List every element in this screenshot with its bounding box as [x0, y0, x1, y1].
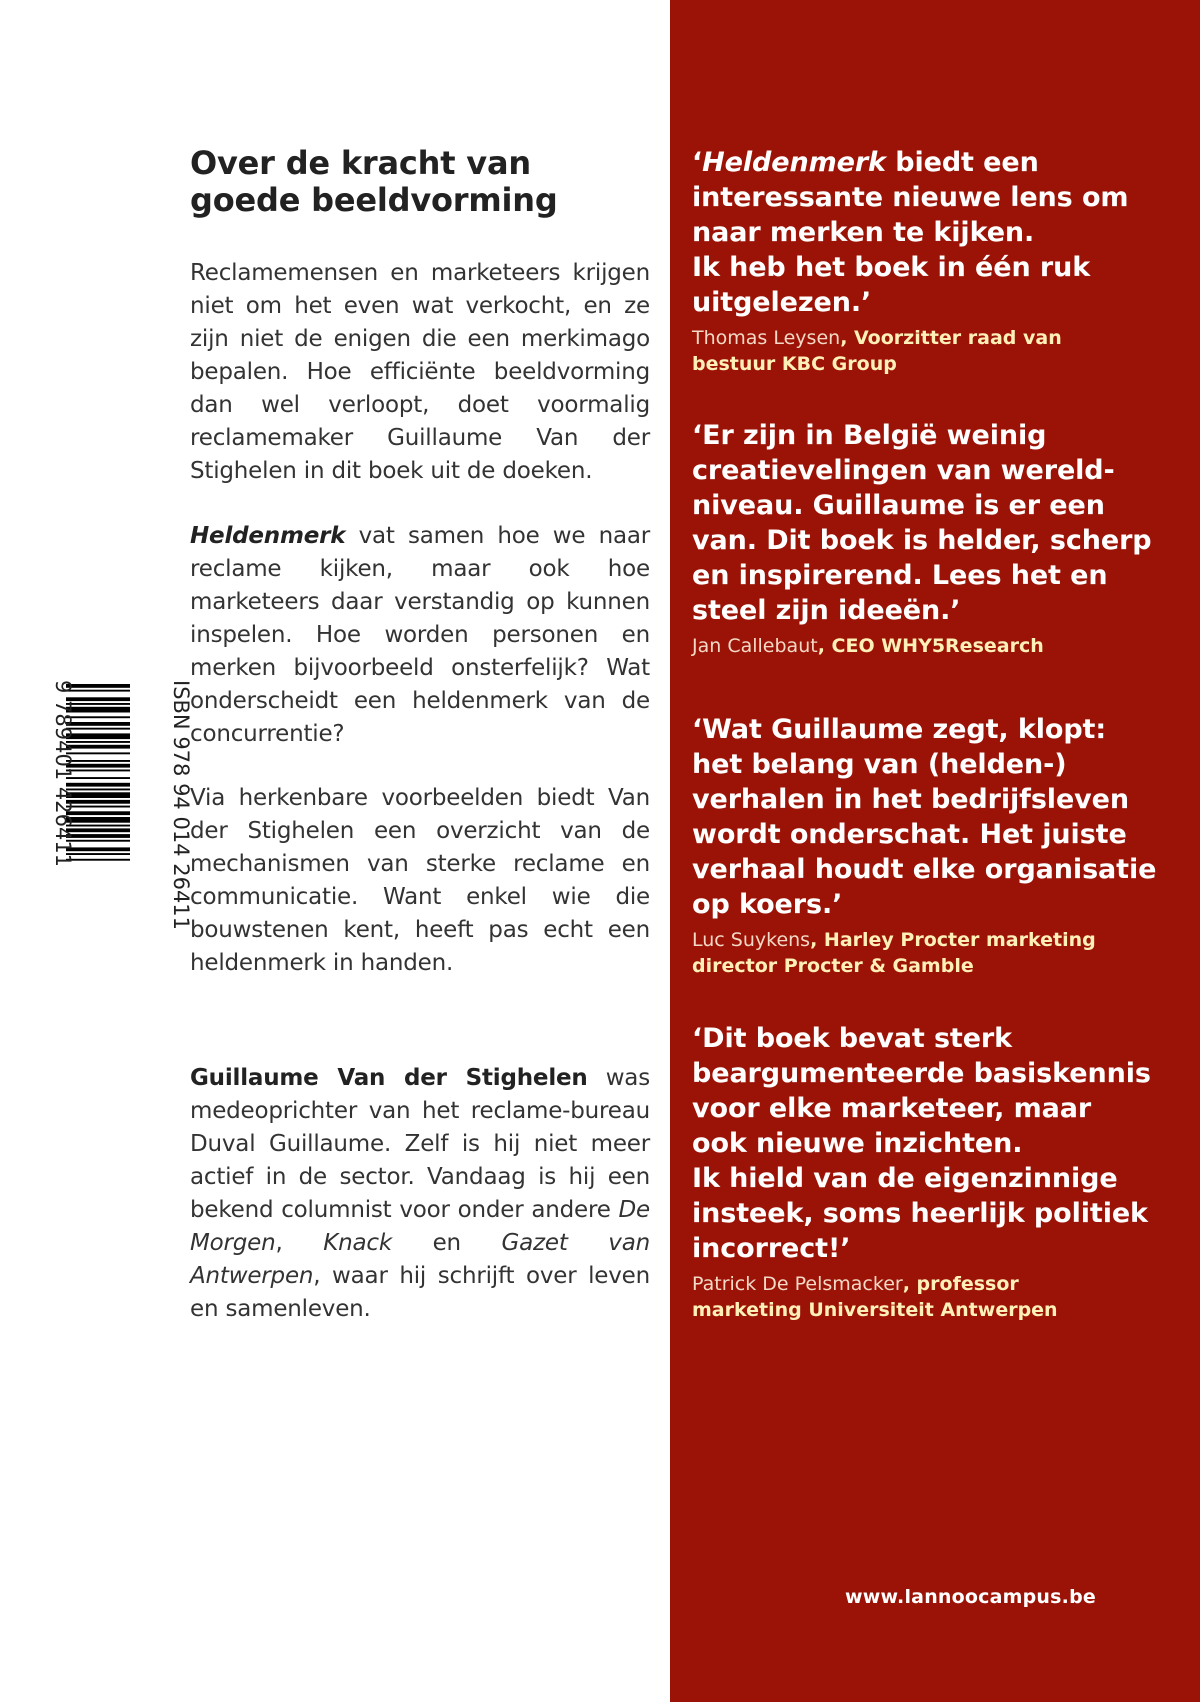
cover-title: [190, 145, 630, 219]
quote-line: Ik hield van de eigenzinnige: [692, 1163, 1118, 1194]
quote-line: insteek, soms heerlijk politiek: [692, 1198, 1148, 1229]
quote-line: ‘Er zijn in België weinig: [692, 420, 1047, 451]
quote-line: Ik heb het boek in één ruk: [692, 252, 1091, 283]
quote-attribution: [692, 633, 1112, 659]
quote-line: [692, 145, 1112, 180]
attribution-role: bestuur KBC Group: [692, 353, 897, 375]
endorsement-quote: [692, 145, 1129, 377]
author-bio-text: was medeoprichter van het reclame-bureau Duval Guillaume. Zelf is hij niet meer actief in de sector. Vandaag is hij een bekend columnist voor onder andere: [190, 1065, 650, 1223]
quote-open-mark: ‘: [692, 147, 703, 178]
quote-line: het belang van (helden-): [692, 749, 1067, 780]
attribution-name: Jan Callebaut: [692, 635, 818, 657]
attribution-role: , CEO WHY5Research: [817, 635, 1044, 657]
quote-line: uitgelezen.’: [692, 287, 872, 318]
attribution-role: , professor: [902, 1273, 1019, 1295]
quote-text: [692, 145, 1129, 320]
barcode-digits: 9 789401 426411: [51, 680, 75, 868]
publisher-website[interactable]: www.lannoocampus.be: [845, 1586, 1096, 1608]
quote-line: ‘Wat Guillaume zegt, klopt:: [692, 714, 1107, 745]
quote-line: en inspirerend. Lees het en: [692, 560, 1108, 591]
quote-line: steel zijn ideeën.’: [692, 595, 961, 626]
quote-line: ook nieuwe inzichten.: [692, 1128, 1023, 1159]
quote-line: van. Dit boek is helder, scherp: [692, 525, 1152, 556]
endorsement-quote: [692, 712, 1157, 979]
author-bio-text: en: [391, 1230, 502, 1256]
quote-line: niveau. Guillaume is er een: [692, 490, 1105, 521]
quote-line: wordt onderschat. Het juiste: [692, 819, 1127, 850]
quote-line: naar merken te kijken.: [692, 217, 1035, 248]
quote-book-title: Heldenmerk: [702, 147, 886, 178]
quote-attribution: [692, 325, 1112, 377]
attribution-name: Luc Suykens: [692, 929, 811, 951]
quote-line-text: biedt een: [885, 147, 1039, 178]
attribution-name: Thomas Leysen: [692, 327, 841, 349]
attribution-role: , Voorzitter raad van: [840, 327, 1062, 349]
summary-paragraph-text: vat samen hoe we naar reclame kijken, maar ook hoe marketeers daar verstandig op kunnen inspelen. Hoe worden personen en merken bijvoorbeeld onsterfelijk? Wat onderscheidt een heldenmerk van de concurrentie?: [190, 523, 650, 747]
cover-title-line: goede beeldvorming: [190, 181, 558, 219]
endorsement-quote: [692, 1021, 1151, 1323]
quote-text: [692, 712, 1157, 922]
publication-name: Knack: [323, 1230, 392, 1256]
attribution-role: marketing Universiteit Antwerpen: [692, 1299, 1058, 1321]
attribution-role: director Procter & Gamble: [692, 955, 974, 977]
intro-paragraph: Reclamemensen en marketeers krijgen niet om het even wat verkocht, en ze zijn niet de enigen die een merkimago bepalen. Hoe efficiënte beeldvorming dan wel verloopt, doet voormalig reclamemaker Guillaume Van der Stighelen in dit boek uit de doeken.: [190, 260, 650, 484]
cover-title-line: Over de kracht van: [190, 144, 531, 182]
quote-line: interessante nieuwe lens om: [692, 182, 1129, 213]
examples-paragraph: Via herkenbare voorbeelden biedt Van der Stighelen een overzicht van de mechanismen van sterke reclame en communicatie. Want enkel wie die bouwstenen kent, heeft pas echt een heldenmerk in handen.: [190, 785, 650, 976]
quote-line: voor elke marketeer, maar: [692, 1093, 1092, 1124]
isbn-barcode: [28, 680, 193, 940]
endorsement-quote: [692, 418, 1152, 659]
quote-attribution: [692, 927, 1112, 979]
attribution-role: , Harley Procter marketing: [810, 929, 1096, 951]
author-bio-text: ,: [275, 1230, 324, 1256]
quote-text: [692, 418, 1152, 628]
publication-name: Gazet van Antwerpen: [190, 1230, 650, 1289]
quote-line: op koers.’: [692, 889, 843, 920]
quote-text: [692, 1021, 1151, 1266]
author-bio: [190, 1062, 650, 1326]
isbn-text: ISBN 978 94 014 26411: [169, 680, 193, 931]
author-name: Guillaume Van der Stighelen: [190, 1065, 588, 1091]
publication-name: De Morgen: [190, 1197, 650, 1256]
book-title-inline: Heldenmerk: [190, 523, 346, 549]
quote-line: incorrect!’: [692, 1233, 851, 1264]
quote-attribution: [692, 1271, 1112, 1323]
quote-line: creatievelingen van wereld-: [692, 455, 1115, 486]
quote-line: verhalen in het bedrijfsleven: [692, 784, 1129, 815]
quote-line: ‘Dit boek bevat sterk: [692, 1023, 1013, 1054]
quote-line: verhaal houdt elke organisatie: [692, 854, 1157, 885]
author-bio-text: , waar hij schrijft over leven en samenleven.: [190, 1263, 650, 1322]
summary-paragraph: [190, 520, 650, 751]
barcode-graphic: [28, 680, 193, 940]
attribution-name: Patrick De Pelsmacker: [692, 1273, 903, 1295]
quote-line: beargumenteerde basiskennis: [692, 1058, 1151, 1089]
